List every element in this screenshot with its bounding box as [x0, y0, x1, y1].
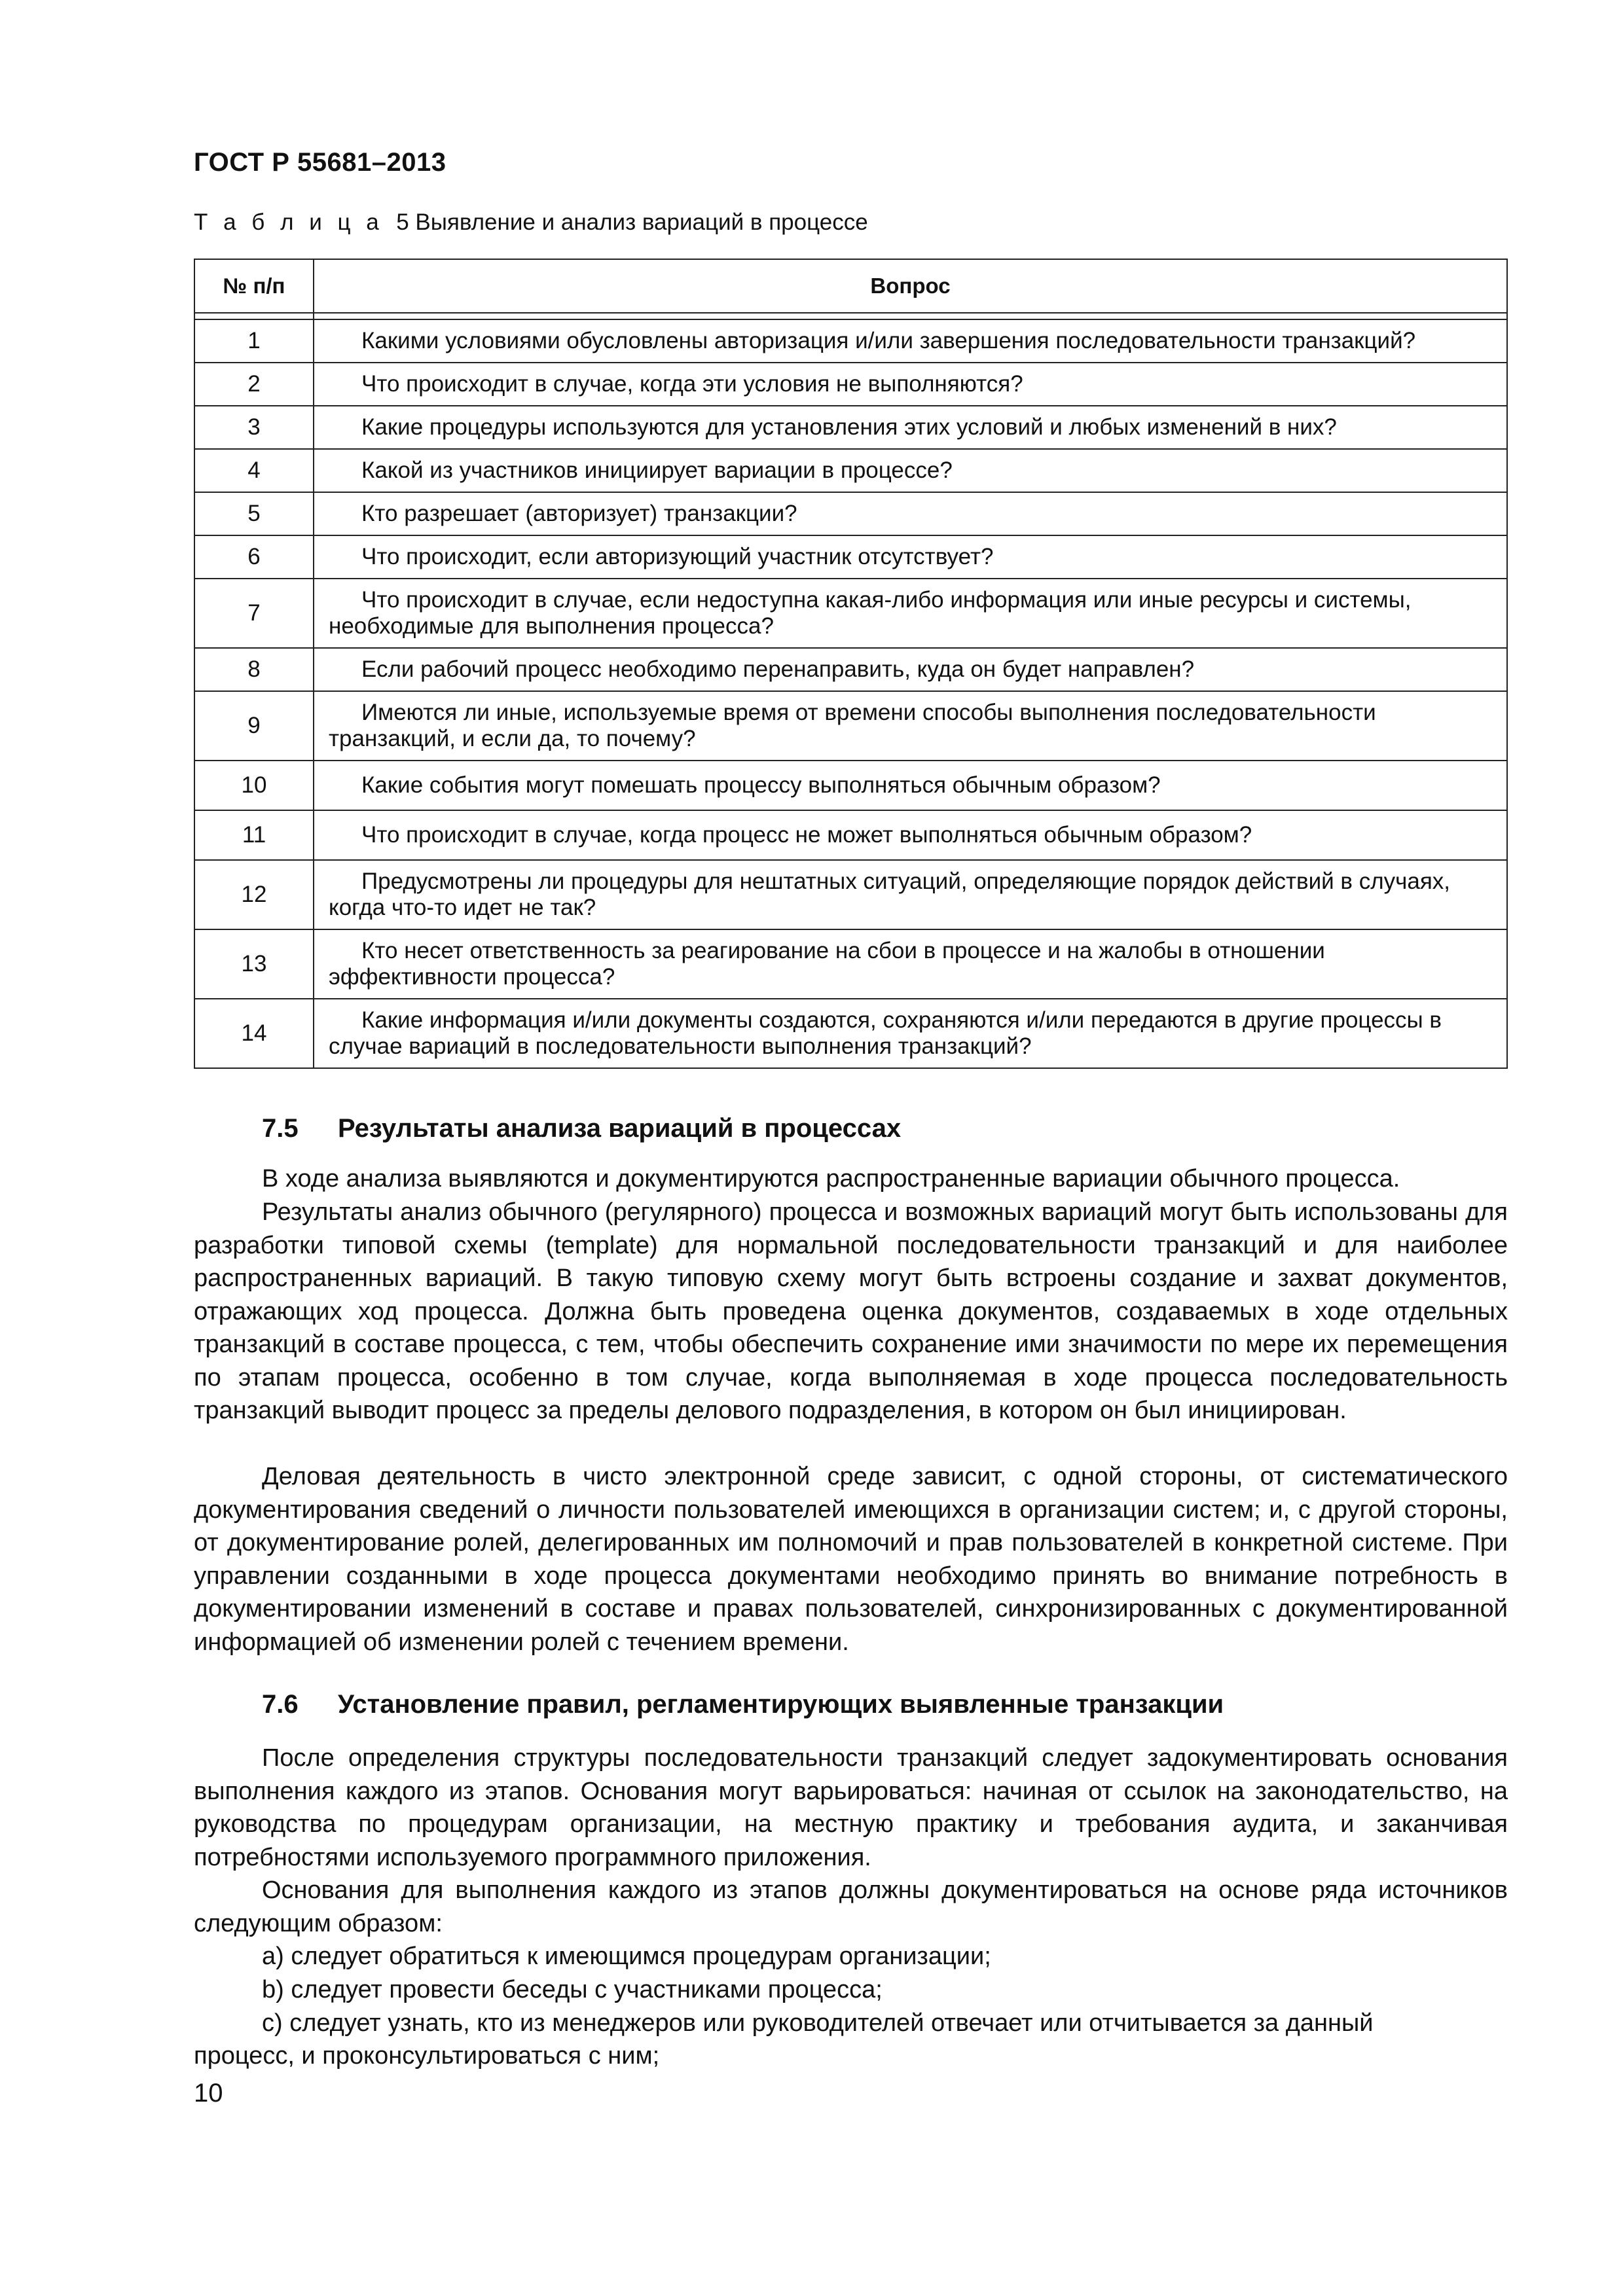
section-heading-7-5	[262, 1114, 901, 1143]
section-heading-7-6	[262, 1690, 1224, 1719]
row-question: Имеются ли иные, используемые время от времени способы выполнения последовательности транзакций, и если да, то почему?	[314, 691, 1507, 761]
row-question: Какие процедуры используются для установления этих условий и любых изменений в них?	[314, 406, 1507, 449]
row-question: Что происходит в случае, когда эти условия не выполняются?	[314, 363, 1507, 406]
row-question: Кто разрешает (авторизует) транзакции?	[314, 492, 1507, 535]
table-row	[194, 929, 1507, 999]
row-number: 14	[194, 999, 314, 1068]
row-question: Какие информация и/или документы создаются, сохраняются и/или передаются в другие процессы в случае вариаций в последовательности выполнения транзакций?	[314, 999, 1507, 1068]
table-row	[194, 691, 1507, 761]
list-item: b) следует провести беседы с участниками процесса;	[262, 1976, 883, 2003]
table-caption-label: Т а б л и ц а	[194, 209, 384, 235]
section-number: 7.5	[262, 1114, 299, 1143]
row-number: 2	[194, 363, 314, 406]
row-number: 5	[194, 492, 314, 535]
row-number: 4	[194, 449, 314, 492]
table-row	[194, 319, 1507, 363]
table-row	[194, 449, 1507, 492]
row-question: Какие события могут помешать процессу выполняться обычным образом?	[314, 761, 1507, 810]
table-row	[194, 406, 1507, 449]
table-row	[194, 810, 1507, 860]
row-question: Если рабочий процесс необходимо перенаправить, куда он будет направлен?	[314, 648, 1507, 691]
row-question: Какой из участников инициирует вариации в процессе?	[314, 449, 1507, 492]
document-header: ГОСТ Р 55681–2013	[194, 148, 447, 177]
table-row	[194, 579, 1507, 648]
list-item-continuation: процесс, и проконсультироваться с ним;	[194, 2042, 660, 2070]
row-question: Предусмотрены ли процедуры для нештатных ситуаций, определяющие порядок действий в случаях, когда что-то идет не так?	[314, 860, 1507, 929]
row-number: 3	[194, 406, 314, 449]
row-question: Что происходит в случае, когда процесс не может выполняться обычным образом?	[314, 810, 1507, 860]
column-header-number: № п/п	[194, 259, 314, 313]
table-row	[194, 492, 1507, 535]
table-row	[194, 999, 1507, 1068]
table-row	[194, 648, 1507, 691]
row-number: 6	[194, 535, 314, 579]
table-row	[194, 535, 1507, 579]
row-number: 1	[194, 319, 314, 363]
row-number: 8	[194, 648, 314, 691]
section-title: Результаты анализа вариаций в процессах	[338, 1114, 902, 1143]
paragraph: После определения структуры последовательности транзакций следует задокументировать основания выполнения каждого из этапов. Основания могут варьироваться: начиная от ссылок на законодательство, на руководства по процедурам организации, на местную практику и требования аудита, и заканчивая потребностями используемого программного приложения.	[194, 1744, 1508, 1871]
row-question: Какими условиями обусловлены авторизация и/или завершения последовательности транзакций?	[314, 319, 1507, 363]
page-number: 10	[194, 2079, 223, 2108]
questions-table	[194, 259, 1508, 1069]
row-question: Что происходит в случае, если недоступна какая-либо информация или иные ресурсы и системы, необходимые для выполнения процесса?	[314, 579, 1507, 648]
row-number: 11	[194, 810, 314, 860]
list-item: c) следует узнать, кто из менеджеров или руководителей отвечает или отчитывается за данный	[262, 2009, 1374, 2037]
column-header-question: Вопрос	[314, 259, 1507, 313]
row-question: Кто несет ответственность за реагирование на сбои в процессе и на жалобы в отношении эффективности процесса?	[314, 929, 1507, 999]
row-number: 10	[194, 761, 314, 810]
row-number: 9	[194, 691, 314, 761]
row-number: 12	[194, 860, 314, 929]
paragraph: Основания для выполнения каждого из этапов должны документироваться на основе ряда источников следующим образом:	[194, 1876, 1508, 1937]
list-item: a) следует обратиться к имеющимся процедурам организации;	[262, 1943, 991, 1970]
paragraph: Результаты анализ обычного (регулярного) процесса и возможных вариаций могут быть использованы для разработки типовой схемы (template) для нормальной последовательности транзакций и для наиболее распространенных вариаций. В такую типовую схему могут быть встроены создание и захват документов, отражающих ход процесса. Должна быть проведена оценка документов, создаваемых в ходе отдельных транзакций в составе процесса, с тем, чтобы обеспечить сохранение ими значимости по мере их перемещения по этапам процесса, особенно в том случае, когда выполняемая в ходе процесса последовательность транзакций выводит процесс за пределы делового подразделения, в котором он был инициирован.	[194, 1198, 1508, 1424]
table-row	[194, 363, 1507, 406]
row-number: 13	[194, 929, 314, 999]
paragraph: Деловая деятельность в чисто электронной среде зависит, с одной стороны, от систематического документирования сведений о личности пользователей имеющихся в организации систем; и, с другой стороны, от документирование ролей, делегированных им полномочий и прав пользователей в конкретной системе. При управлении созданными в ходе процесса документами необходимо принять во внимание потребность в документировании изменений в составе и правах пользователей, синхронизированных с документированной информацией об изменении ролей с течением времени.	[194, 1463, 1508, 1656]
table-row	[194, 761, 1507, 810]
table-row	[194, 860, 1507, 929]
paragraph: В ходе анализа выявляются и документируются распространенные вариации обычного процесса.	[262, 1165, 1400, 1193]
section-number: 7.6	[262, 1690, 299, 1719]
section-title: Установление правил, регламентирующих выявленные транзакции	[338, 1690, 1224, 1719]
row-question: Что происходит, если авторизующий участник отсутствует?	[314, 535, 1507, 579]
table-caption-text: 5 Выявление и анализ вариаций в процессе	[396, 209, 868, 235]
row-number: 7	[194, 579, 314, 648]
table-caption	[194, 209, 868, 236]
